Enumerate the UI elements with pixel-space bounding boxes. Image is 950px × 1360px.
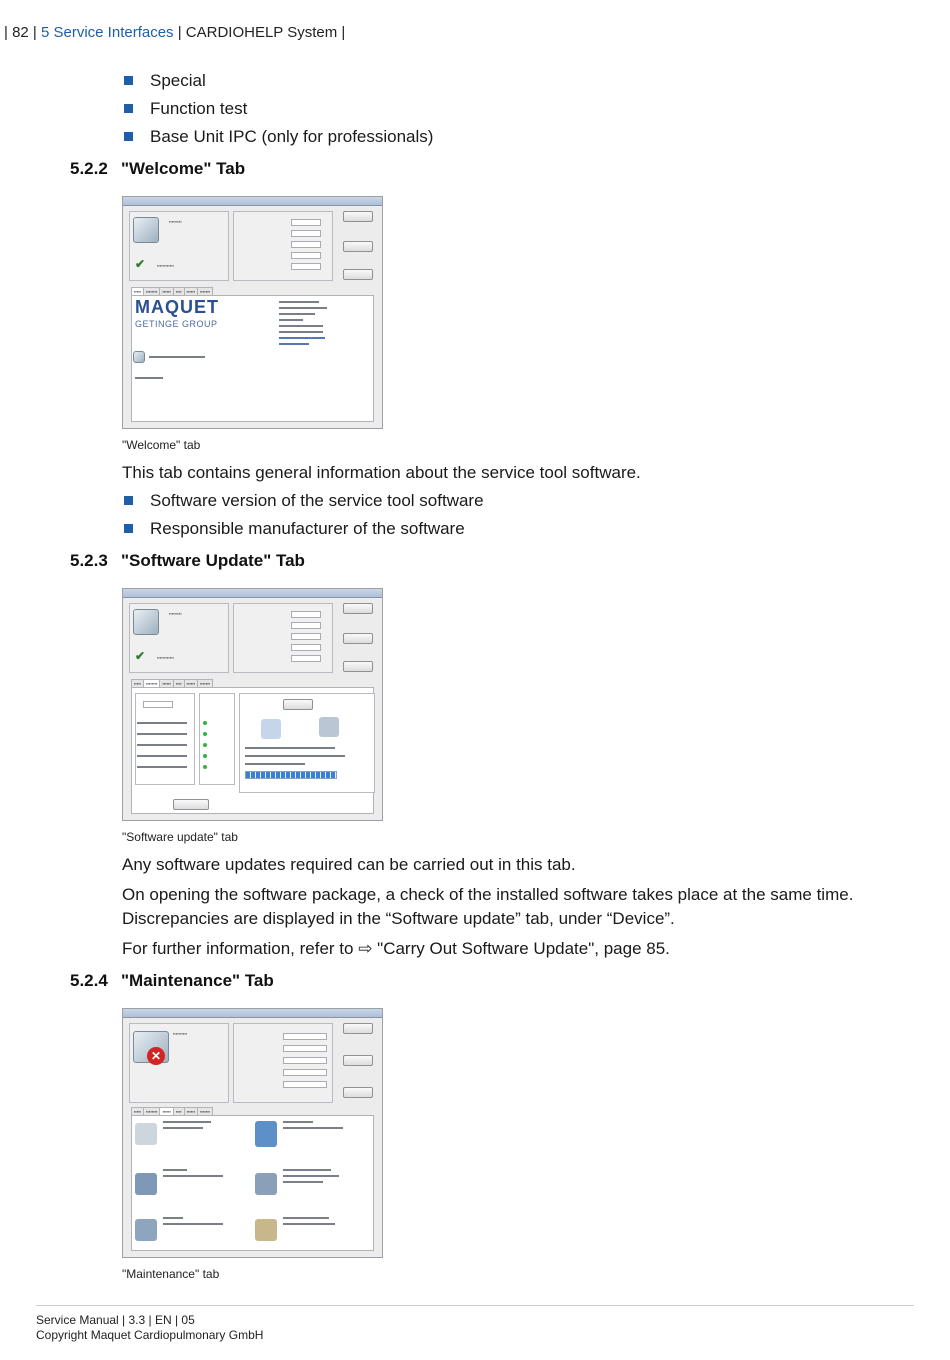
figure-caption-welcome: "Welcome" tab bbox=[122, 438, 201, 452]
list-item: Function test bbox=[122, 99, 882, 127]
welcome-intro: This tab contains general information about the service tool software. bbox=[122, 463, 641, 482]
heading-number: 5.2.3 bbox=[70, 551, 108, 570]
software-update-p3: For further information, refer to ⇨ "Carry Out Software Update", page 85. bbox=[122, 939, 670, 958]
welcome-tab-screenshot: ▪▪▪▪▪▪▪▪▪ ✔ ▪▪▪▪▪▪▪▪▪▪▪▪ ▪▪▪▪▪ ▪▪▪▪▪▪▪▪ ▪▪▪▪▪▪ ▪▪▪▪ ▪▪▪▪▪▪ ▪▪▪▪▪▪▪ MAQUET GETINGE GROUP bbox=[122, 196, 383, 429]
footer-copyright: Copyright Maquet Cardiopulmonary GmbH bbox=[36, 1328, 264, 1342]
page-header bbox=[4, 24, 345, 41]
heading-number: 5.2.4 bbox=[70, 971, 108, 990]
heading-title: "Software Update" Tab bbox=[121, 551, 305, 570]
list-item: Responsible manufacturer of the software bbox=[122, 519, 882, 547]
list-item: Base Unit IPC (only for professionals) bbox=[122, 127, 882, 155]
heading-title: "Maintenance" Tab bbox=[121, 971, 274, 990]
list-item: Special bbox=[122, 71, 882, 99]
heading-5-2-4 bbox=[70, 971, 274, 991]
software-update-tab-screenshot: ▪▪▪▪▪▪▪▪▪ ✔ ▪▪▪▪▪▪▪▪▪▪▪▪ ▪▪▪▪▪ ▪▪▪▪▪▪▪▪ ▪▪▪▪▪▪ ▪▪▪▪ ▪▪▪▪▪▪ ▪▪▪▪▪▪▪ bbox=[122, 588, 383, 821]
heading-title: "Welcome" Tab bbox=[121, 159, 246, 178]
figure-caption-software-update: "Software update" tab bbox=[122, 830, 238, 844]
footer-manual-info: Service Manual | 3.3 | EN | 05 bbox=[36, 1313, 195, 1327]
maintenance-tab-screenshot: ✕ ▪▪▪▪▪▪▪▪▪▪ ▪▪▪▪▪ ▪▪▪▪▪▪▪▪ ▪▪▪▪▪▪ ▪▪▪▪ ▪▪▪▪▪▪ ▪▪▪▪▪▪▪ bbox=[122, 1008, 383, 1258]
figure-caption-maintenance: "Maintenance" tab bbox=[122, 1267, 220, 1281]
software-update-p1: Any software updates required can be carried out in this tab. bbox=[122, 855, 576, 874]
heading-number: 5.2.2 bbox=[70, 159, 108, 178]
bullet-list-welcome bbox=[122, 491, 882, 547]
heading-5-2-2 bbox=[70, 159, 245, 179]
list-item: Software version of the service tool software bbox=[122, 491, 882, 519]
page-number: | 82 | bbox=[4, 24, 41, 41]
header-rest: | CARDIOHELP System | bbox=[173, 24, 346, 41]
section-link[interactable]: 5 Service Interfaces bbox=[40, 24, 174, 41]
footer-divider bbox=[36, 1305, 914, 1306]
heading-5-2-3 bbox=[70, 551, 305, 571]
software-update-p2: On opening the software package, a check of the installed software takes place at the same time. Discrepancies are displayed in the “Software update” tab, under “Device”. bbox=[122, 885, 854, 928]
bullet-list-top bbox=[122, 71, 882, 155]
